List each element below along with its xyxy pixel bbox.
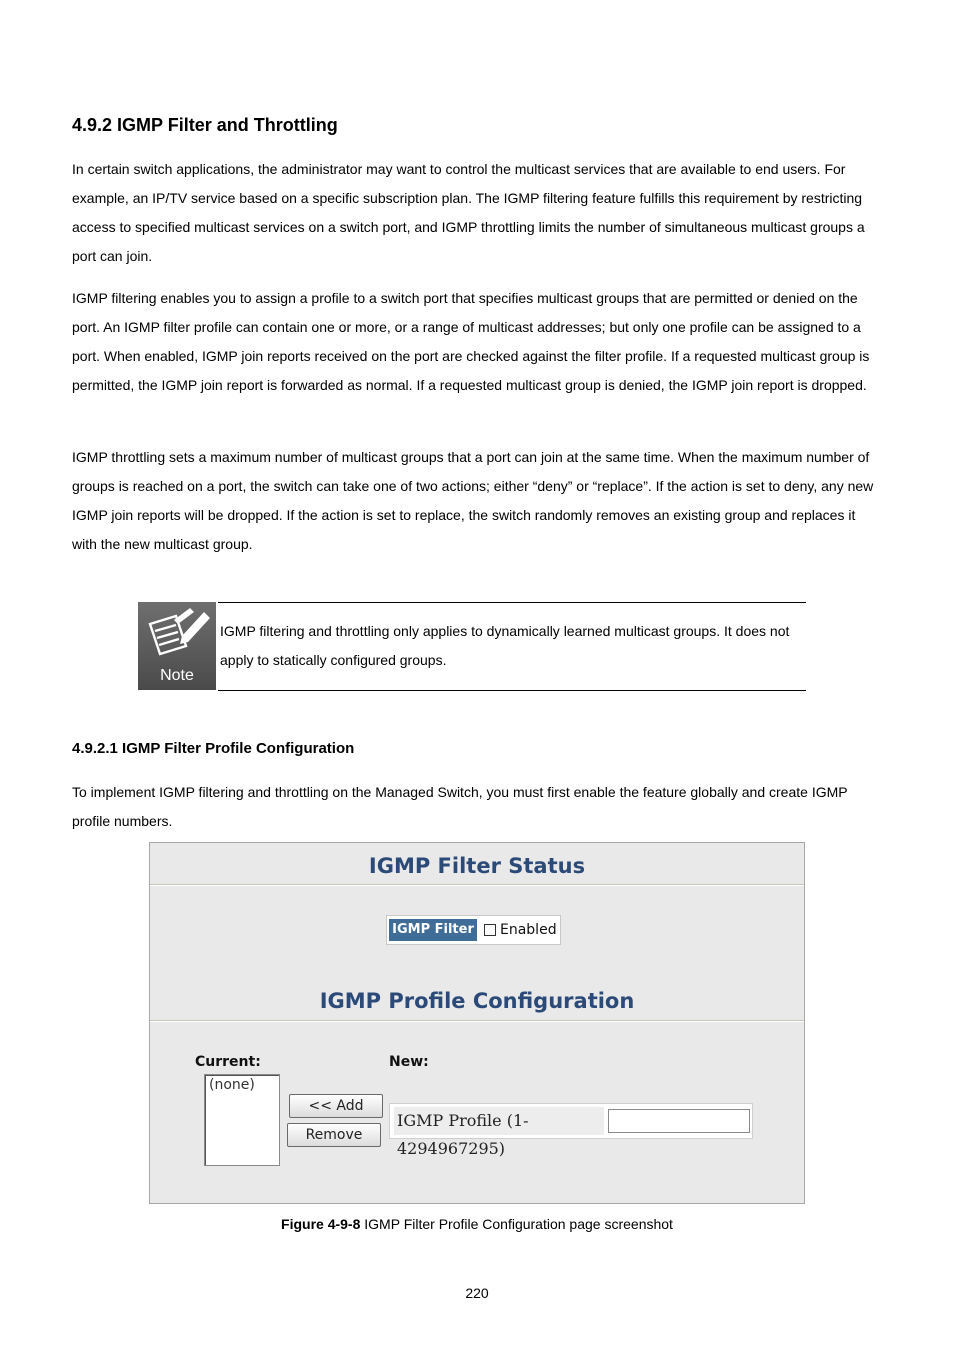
figure-caption-text: IGMP Filter Profile Configuration page screenshot	[360, 1216, 673, 1232]
section-heading: 4.9.2 IGMP Filter and Throttling	[72, 115, 338, 135]
profile-divider	[150, 1020, 804, 1022]
list-item[interactable]: (none)	[209, 1077, 255, 1093]
current-profile-listbox[interactable]	[204, 1074, 280, 1166]
pen-paper-icon	[138, 602, 216, 670]
note-text: IGMP filtering and throttling only applies to dynamically learned multicast groups. It does not apply to statically configured groups.	[220, 623, 790, 668]
page-number: 220	[465, 1285, 489, 1301]
new-label: New:	[389, 1054, 429, 1070]
note-label: Note	[160, 667, 194, 684]
status-title: IGMP Filter Status	[368, 854, 586, 878]
status-divider	[150, 884, 804, 886]
add-button[interactable]: << Add	[289, 1094, 383, 1118]
note-top-rule	[218, 602, 806, 603]
igmp-filter-enabled-checkbox[interactable]	[484, 924, 496, 936]
profile-title: IGMP Profile Configuration	[319, 989, 635, 1013]
figure-label: Figure 4-9-8	[281, 1216, 361, 1232]
subsection-heading: 4.9.2.1 IGMP Filter Profile Configuration	[72, 740, 355, 757]
paragraph-throttling: IGMP throttling sets a maximum number of multicast groups that a port can join at the same time. When the maximum number of groups is reached on a port, the switch can take one of two actions; either “deny” or “replace”. If the action is set to deny, any new IGMP join reports will be dropped. If the action is set to replace, the switch randomly removes an existing group and replaces it with the new multicast group.	[72, 449, 874, 552]
figure-caption	[0, 1215, 954, 1233]
paragraph-intro: In certain switch applications, the administrator may want to control the multicast services that are available to end users. For example, an IP/TV service based on a specific subscription plan. The IGMP filtering feature fulfills this requirement by restricting access to specified multicast services on a switch port, and IGMP throttling limits the number of simultaneous multicast groups a port can join.	[72, 161, 865, 264]
note-icon	[138, 602, 216, 690]
igmp-profile-label: IGMP Profile (1-4294967295)	[394, 1107, 604, 1135]
remove-button[interactable]: Remove	[287, 1123, 381, 1147]
igmp-filter-row	[386, 915, 561, 945]
note-bottom-rule	[218, 690, 806, 691]
enabled-label: Enabled	[500, 922, 557, 938]
current-label: Current:	[195, 1054, 261, 1070]
igmp-filter-label: IGMP Filter	[389, 919, 477, 941]
paragraph-subsection: To implement IGMP filtering and throttling on the Managed Switch, you must first enable the feature globally and create IGMP profile numbers.	[72, 784, 848, 829]
igmp-profile-row	[389, 1103, 753, 1158]
paragraph-filtering: IGMP filtering enables you to assign a profile to a switch port that specifies multicast groups that are permitted or denied on the port. An IGMP filter profile can contain one or more, or a range of multicast addresses; but only one profile can be assigned to a port. When enabled, IGMP join reports received on the port are checked against the filter profile. If a requested multicast group is permitted, the IGMP join report is forwarded as normal. If a requested multicast group is denied, the IGMP join report is dropped.	[72, 290, 870, 393]
igmp-filter-screenshot	[149, 842, 805, 1204]
igmp-profile-input[interactable]	[608, 1109, 750, 1133]
